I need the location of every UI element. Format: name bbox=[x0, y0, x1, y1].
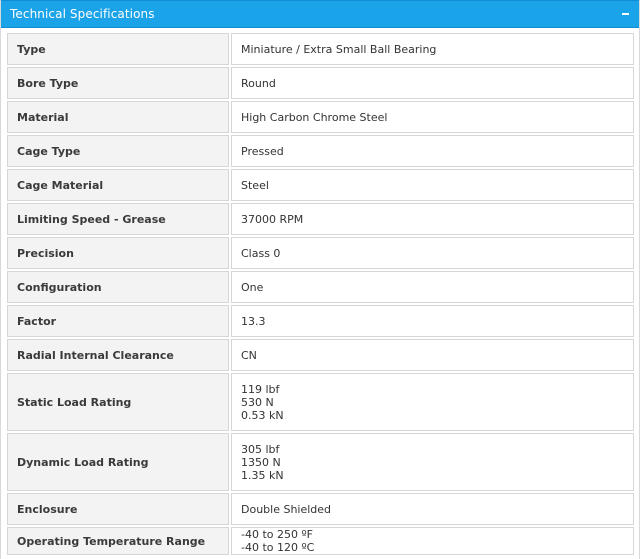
spec-value bbox=[231, 271, 634, 303]
spec-label: Material bbox=[7, 101, 229, 133]
spec-label: Type bbox=[7, 33, 229, 65]
spec-label: Bore Type bbox=[7, 67, 229, 99]
spec-value bbox=[231, 339, 634, 371]
spec-value-line: -40 to 250 ºF bbox=[241, 528, 314, 541]
spec-value-line: 119 lbf bbox=[241, 382, 280, 396]
minus-icon[interactable] bbox=[620, 9, 630, 19]
table-row bbox=[7, 527, 634, 555]
spec-label: Static Load Rating bbox=[7, 373, 229, 431]
spec-value bbox=[231, 135, 634, 167]
spec-value-line: Class 0 bbox=[241, 246, 281, 260]
spec-label: Cage Type bbox=[7, 135, 229, 167]
spec-value bbox=[231, 67, 634, 99]
spec-label: Enclosure bbox=[7, 493, 229, 525]
spec-label: Radial Internal Clearance bbox=[7, 339, 229, 371]
table-row bbox=[7, 169, 634, 201]
table-row bbox=[7, 271, 634, 303]
spec-value-line: Steel bbox=[241, 178, 269, 192]
specs-table bbox=[5, 31, 636, 557]
spec-value bbox=[231, 203, 634, 235]
spec-value-line: 305 lbf bbox=[241, 442, 280, 456]
specs-table-wrapper bbox=[1, 28, 639, 557]
table-row bbox=[7, 433, 634, 491]
spec-value-line: 37000 RPM bbox=[241, 212, 304, 226]
spec-value-line: One bbox=[241, 280, 264, 294]
spec-value-line: -40 to 120 ºC bbox=[241, 541, 315, 554]
spec-label: Configuration bbox=[7, 271, 229, 303]
spec-value-line: Miniature / Extra Small Ball Bearing bbox=[241, 42, 437, 56]
table-row bbox=[7, 237, 634, 269]
spec-label: Factor bbox=[7, 305, 229, 337]
spec-label: Cage Material bbox=[7, 169, 229, 201]
table-row bbox=[7, 135, 634, 167]
spec-value bbox=[231, 101, 634, 133]
spec-value-line: 0.53 kN bbox=[241, 408, 284, 422]
spec-label: Dynamic Load Rating bbox=[7, 433, 229, 491]
spec-value bbox=[231, 169, 634, 201]
table-row bbox=[7, 305, 634, 337]
spec-value bbox=[231, 373, 634, 431]
panel-header[interactable] bbox=[1, 0, 639, 28]
panel-title: Technical Specifications bbox=[10, 7, 155, 21]
spec-label: Precision bbox=[7, 237, 229, 269]
spec-value bbox=[231, 33, 634, 65]
spec-value bbox=[231, 527, 634, 555]
table-row bbox=[7, 33, 634, 65]
spec-value-line: Pressed bbox=[241, 144, 284, 158]
spec-value-line: CN bbox=[241, 348, 257, 362]
spec-label: Limiting Speed - Grease bbox=[7, 203, 229, 235]
table-row bbox=[7, 101, 634, 133]
spec-value-line: 13.3 bbox=[241, 314, 266, 328]
spec-value-line: Double Shielded bbox=[241, 502, 332, 516]
spec-value-line: Round bbox=[241, 76, 276, 90]
spec-value-line: High Carbon Chrome Steel bbox=[241, 110, 388, 124]
spec-value-line: 530 N bbox=[241, 395, 274, 409]
table-row bbox=[7, 67, 634, 99]
spec-value bbox=[231, 305, 634, 337]
spec-label: Operating Temperature Range bbox=[7, 527, 229, 555]
table-row bbox=[7, 339, 634, 371]
spec-value bbox=[231, 237, 634, 269]
table-row bbox=[7, 493, 634, 525]
spec-value bbox=[231, 493, 634, 525]
table-row bbox=[7, 373, 634, 431]
table-row bbox=[7, 203, 634, 235]
spec-value-line: 1.35 kN bbox=[241, 468, 284, 482]
spec-value bbox=[231, 433, 634, 491]
spec-value-line: 1350 N bbox=[241, 455, 281, 469]
